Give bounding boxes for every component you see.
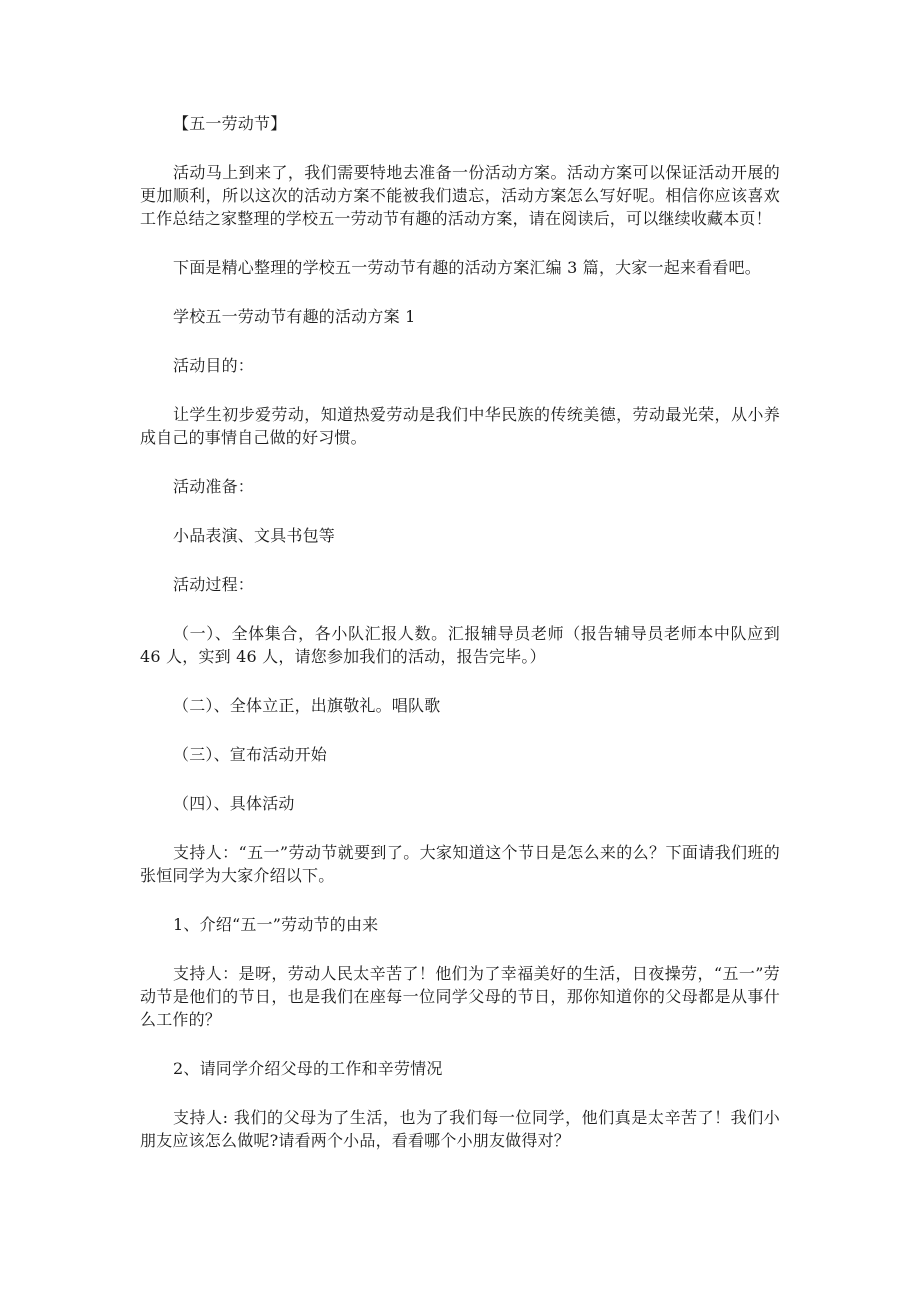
- activity-item-2: 2、请同学介绍父母的工作和辛劳情况: [173, 1059, 443, 1078]
- host-remark-2: 支持人：是呀，劳动人民太辛苦了！他们为了幸福美好的生活，日夜操劳，“五一”劳动节是他们的节日，也是我们在座每一位同学父母的节日，那你知道你的父母都是从事什么工作的？: [140, 964, 780, 1029]
- host-remark-3: 支持人: 我们的父母为了生活，也为了我们每一位同学，他们真是太辛苦了！我们小朋友应该怎么做呢?请看两个小品，看看哪个小朋友做得对？: [140, 1108, 780, 1150]
- document-heading: 【五一劳动节】: [173, 114, 287, 133]
- process-step-3: （三）、宣布活动开始: [173, 745, 328, 764]
- process-step-4: （四）、具体活动: [173, 794, 295, 813]
- section-label-process: 活动过程：: [173, 575, 255, 594]
- intro-paragraph: 活动马上到来了，我们需要特地去准备一份活动方案。活动方案可以保证活动开展的更加顺利，所以这次的活动方案不能被我们遗忘，活动方案怎么写好呢。相信你应该喜欢工作总结之家整理的学校五一劳动节有趣的活动方案，请在阅读后，可以继续收藏本页！: [140, 163, 780, 228]
- activity-item-1: 1、介绍“五一”劳动节的由来: [173, 915, 379, 934]
- purpose-paragraph: 让学生初步爱劳动，知道热爱劳动是我们中华民族的传统美德，劳动最光荣，从小养成自己的事情自己做的好习惯。: [140, 405, 780, 447]
- document-body: [140, 112, 780, 1178]
- preparation-paragraph: 小品表演、文具书包等: [173, 526, 336, 545]
- plan-title: 学校五一劳动节有趣的活动方案 1: [173, 307, 416, 326]
- section-label-preparation: 活动准备：: [173, 477, 255, 496]
- host-remark-1: 支持人：“五一”劳动节就要到了。大家知道这个节日是怎么来的么？下面请我们班的张恒同学为大家介绍以下。: [140, 843, 780, 885]
- process-step-2: （二）、全体立正，出旗敬礼。唱队歌: [173, 696, 441, 715]
- process-step-1: （一）、全体集合，各小队汇报人数。汇报辅导员老师（报告辅导员老师本中队应到 46 人，实到 46 人，请您参加我们的活动，报告完毕。）: [140, 624, 780, 666]
- summary-paragraph: 下面是精心整理的学校五一劳动节有趣的活动方案汇编 3 篇，大家一起来看看吧。: [173, 258, 761, 277]
- section-label-purpose: 活动目的：: [173, 356, 255, 375]
